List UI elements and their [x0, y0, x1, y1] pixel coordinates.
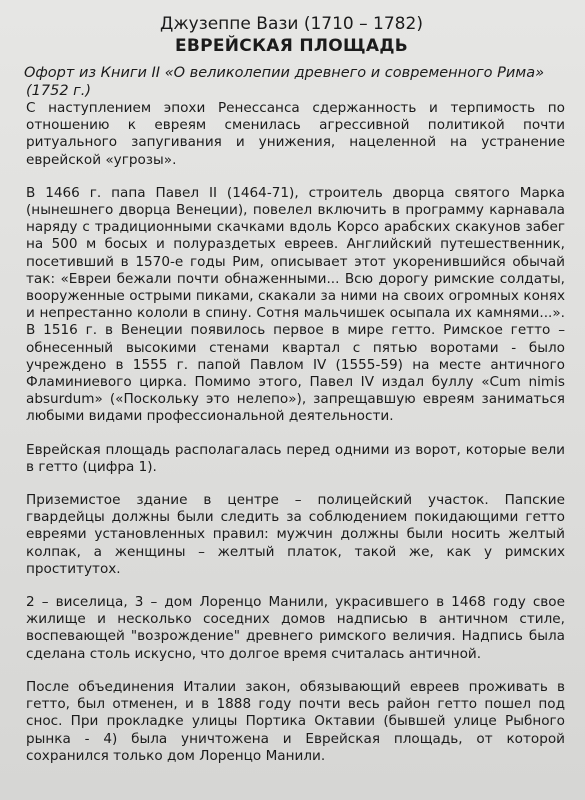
year-line: (1752 г.) [26, 83, 92, 99]
paragraph-gallows: 2 – виселица, 3 – дом Лоренцо Манили, украсившего в 1468 году свое жилище и несколько соседних домов надписью в античном стиле, воспевающей "возрождение" древнего римского величия. Надпись была сделана столь искусно, что долгое время считалась античной. [26, 594, 565, 662]
subtitle: Офорт из Книги II «О великолепии древнего и современного Рима» [24, 65, 545, 81]
author-line: Джузеппе Вази (1710 – 1782) [160, 14, 423, 34]
paragraph-unification: После объединения Италии закон, обязывающий евреев проживать в гетто, был отменен, и в 1888 году почти весь район гетто пошел под снос. При прокладке улицы Портика Октавии (бывшей улице Рыбного рынка - 4) была уничтожена и Еврейская площадь, от которой сохранился только дом Лоренцо Манили. [26, 678, 565, 764]
page-title: ЕВРЕЙСКАЯ ПЛОЩАДЬ [174, 36, 409, 56]
paragraph-police-station: Приземистое здание в центре – полицейский участок. Папские гвардейцы должны были следить за соблюдением покидающими гетто евреями установленных правил: мужчин должны были носить желтый колпак, а женщины – желтый платок, такой же, как у римских проститутох. [26, 492, 565, 577]
paragraph-square-location: Еврейская площадь располагалась перед одними из ворот, которые вели в гетто (цифра 1). [26, 441, 565, 475]
paragraph-history: В 1466 г. папа Павел II (1464-71), строитель дворца святого Марка (нынешнего дворца Венеции), повелел включить в программу карнавала наряду с традиционными скачками вдоль Корсо арабских скакунов забег на 500 м босых и полураздетых евреев. Английский путешественник, посетивший в 1570-е годы Рим, описывает этот укоренившийся обычай так: «Евреи бежали почти обнаженными... Всю дорогу римские солдаты, вооруженные острыми пиками, скакали за ними на своих огромных конях и непрестанно кололи в спину. Сотня мальчишек осыпала их камнями...». В 1516 г. в Венеции появилось первое в мире гетто. Римское гетто – обнесенный высокими стенами квартал с пятью воротами - было учреждено в 1555 г. папой Павлом IV (1555-59) на месте античного Фламиниевого цирка. Помимо этого, Павел IV издал буллу «Cum nimis absurdum» («Поскольку это нелепо»), запрещавшую евреям заниматься любыми видами профессиональной деятельности. [26, 184, 565, 425]
paragraph-renaissance: С наступлением эпохи Ренессанса сдержанность и терпимость по отношению к евреям сменилась агрессивной политикой почти ритуального запугивания и унижения, нацеленной на устранение еврейской «угрозы». [26, 100, 565, 168]
